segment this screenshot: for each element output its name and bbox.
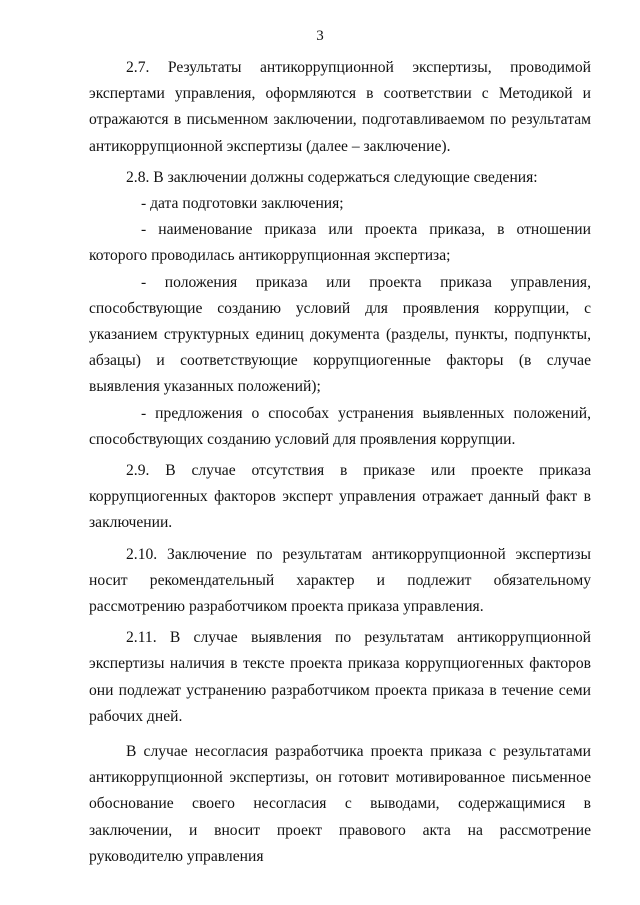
document-body [89, 55, 591, 870]
list-item-date: - дата подготовки заключения; [141, 195, 344, 213]
paragraph-2-7: 2.7. Результаты антикоррупционной экспертизы, проводимой экспертами управления, оформляются в соответствии с Методикой и отражаются в письменном заключении, подготавливаемом по результатам антикоррупционной экспертизы (далее – заключение). [89, 59, 591, 155]
paragraph-2-9: 2.9. В случае отсутствия в приказе или проекте приказа коррупциогенных факторов эксперт управления отражает данный факт в заключении. [89, 462, 591, 532]
list-item-provisions: - положения приказа или проекта приказа управления, способствующие созданию условий для проявления коррупции, с указанием структурных единиц документа (разделы, пункты, подпункты, абзацы) и соответствующие коррупциогенные факторы (в случае выявления указанных положений); [89, 273, 591, 396]
paragraph-2-11: 2.11. В случае выявления по результатам антикоррупционной экспертизы наличия в тексте проекта приказа коррупциогенных факторов они подлежат устранению разработчиком проекта приказа в течение семи рабочих дней. [89, 629, 591, 725]
paragraph-2-8: 2.8. В заключении должны содержаться следующие сведения: [126, 168, 538, 186]
page-number: 3 [316, 28, 324, 44]
paragraph-disagreement: В случае несогласия разработчика проекта приказа с результатами антикоррупционной экспертизы, он готовит мотивированное письменное обоснование своего несогласия с выводами, содержащимися в заключении, и вносит проект правового акта на рассмотрение руководителю управления [89, 743, 591, 865]
list-item-proposals: - предложения о способах устранения выявленных положений, способствующих созданию условий для проявления коррупции. [89, 404, 591, 448]
list-item-name: - наименование приказа или проекта приказа, в отношении которого проводилась антикоррупционная экспертиза; [89, 221, 591, 265]
paragraph-2-10: 2.10. Заключение по результатам антикоррупционной экспертизы носит рекомендательный характер и подлежит обязательному рассмотрению разработчиком проекта приказа управления. [89, 545, 591, 616]
